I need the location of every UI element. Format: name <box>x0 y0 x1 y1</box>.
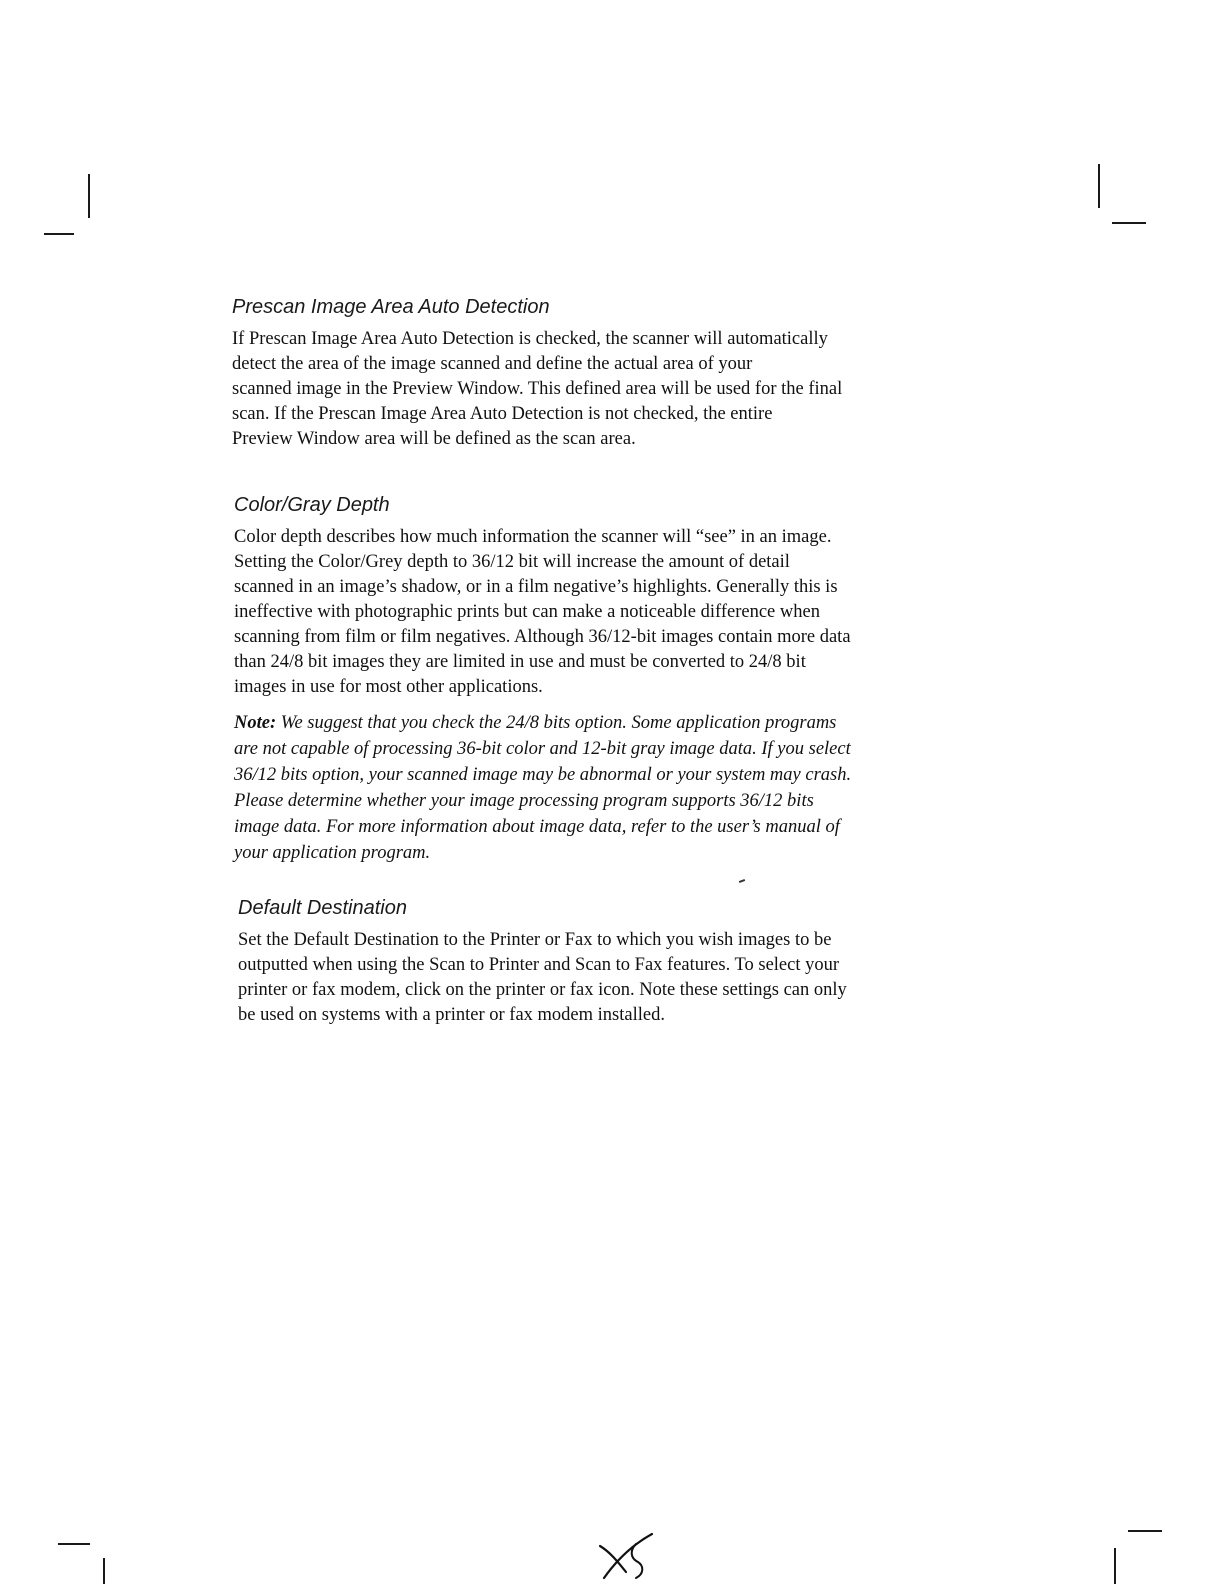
body-line: Setting the Color/Grey depth to 36/12 bit will increase the amount of detail <box>234 552 790 572</box>
body-line: scanned in an image’s shadow, or in a film negative’s highlights. Generally this is <box>234 577 838 597</box>
note-label: Note: <box>234 713 277 733</box>
section-heading: Prescan Image Area Auto Detection <box>232 296 550 318</box>
body-line: than 24/8 bit images they are limited in use and must be converted to 24/8 bit <box>234 652 806 672</box>
note-line: 36/12 bits option, your scanned image may be abnormal or your system may crash. <box>234 765 852 785</box>
body-line: Preview Window area will be defined as the scan area. <box>232 429 636 449</box>
body-line: outputted when using the Scan to Printer and Scan to Fax features. To select your <box>238 955 840 975</box>
section-heading: Color/Gray Depth <box>234 494 390 516</box>
section-body <box>238 928 978 1028</box>
body-line: scan. If the Prescan Image Area Auto Detection is not checked, the entire <box>232 404 773 424</box>
section-default-destination <box>238 897 978 1028</box>
section-body <box>234 525 974 700</box>
note-block <box>234 710 974 866</box>
section-body <box>232 327 972 452</box>
body-line: scanning from film or film negatives. Although 36/12-bit images contain more data <box>234 627 851 647</box>
crop-mark-bottom-left-horizontal <box>58 1543 90 1545</box>
section-prescan-auto-detection <box>232 296 972 452</box>
body-line: Set the Default Destination to the Printer or Fax to which you wish images to be <box>238 930 832 950</box>
note-line: your application program. <box>234 843 431 863</box>
crop-mark-top-right-horizontal <box>1112 222 1146 224</box>
body-line: be used on systems with a printer or fax modem installed. <box>238 1005 665 1025</box>
body-line: If Prescan Image Area Auto Detection is checked, the scanner will automatically <box>232 329 828 349</box>
note-line: are not capable of processing 36-bit color and 12-bit gray image data. If you select <box>234 739 851 759</box>
handwritten-mark <box>596 1528 660 1584</box>
crop-mark-bottom-right-vertical <box>1114 1548 1116 1584</box>
scan-speck <box>739 879 745 883</box>
crop-mark-bottom-left-vertical <box>103 1558 105 1584</box>
crop-mark-top-left-horizontal <box>44 233 74 235</box>
note-first-line <box>234 710 974 736</box>
crop-mark-bottom-right-horizontal <box>1128 1530 1162 1532</box>
body-line: detect the area of the image scanned and define the actual area of your <box>232 354 753 374</box>
body-line: Color depth describes how much information the scanner will “see” in an image. <box>234 527 832 547</box>
note-line: Please determine whether your image processing program supports 36/12 bits <box>234 791 814 811</box>
section-heading: Default Destination <box>238 897 407 919</box>
crop-mark-top-right-vertical <box>1098 164 1100 208</box>
body-line: scanned image in the Preview Window. This defined area will be used for the final <box>232 379 843 399</box>
body-line: printer or fax modem, click on the printer or fax icon. Note these settings can only <box>238 980 847 1000</box>
crop-mark-top-left-vertical <box>88 174 90 218</box>
note-text: We suggest that you check the 24/8 bits option. Some application programs <box>280 713 837 733</box>
body-line: ineffective with photographic prints but can make a noticeable difference when <box>234 602 820 622</box>
section-color-gray-depth <box>234 494 974 866</box>
note-line: image data. For more information about image data, refer to the user’s manual of <box>234 817 840 837</box>
body-line: images in use for most other applications. <box>234 677 543 697</box>
